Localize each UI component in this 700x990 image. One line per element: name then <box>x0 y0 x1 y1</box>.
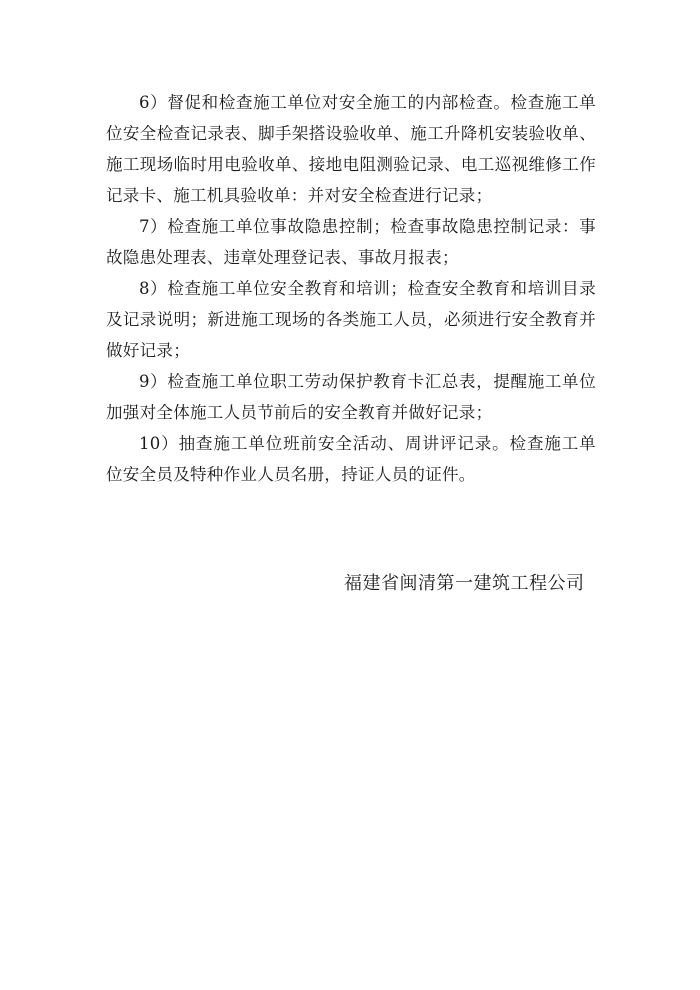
document-body <box>106 87 596 490</box>
paragraph-item-9: 9）检查施工单位职工劳动保护教育卡汇总表，提醒施工单位加强对全体施工人员节前后的安全教育并做好记录； <box>106 372 596 422</box>
paragraph-item-6: 6）督促和检查施工单位对安全施工的内部检查。检查施工单位安全检查记录表、脚手架搭设验收单、施工升降机安装验收单、施工现场临时用电验收单、接地电阻测验记录、电工巡视维修工作记录卡、施工机具验收单：并对安全检查进行记录； <box>106 93 596 205</box>
paragraph-item-7: 7）检查施工单位事故隐患控制；检查事故隐患控制记录：事故隐患处理表、违章处理登记表、事故月报表； <box>106 217 596 267</box>
company-signature: 福建省闽清第一建筑工程公司 <box>344 573 585 594</box>
paragraph-item-10: 10）抽查施工单位班前安全活动、周讲评记录。检查施工单位安全员及特种作业人员名册，持证人员的证件。 <box>106 434 596 484</box>
paragraph-item-8: 8）检查施工单位安全教育和培训；检查安全教育和培训目录及记录说明；新进施工现场的各类施工人员，必须进行安全教育并做好记录； <box>106 279 596 360</box>
